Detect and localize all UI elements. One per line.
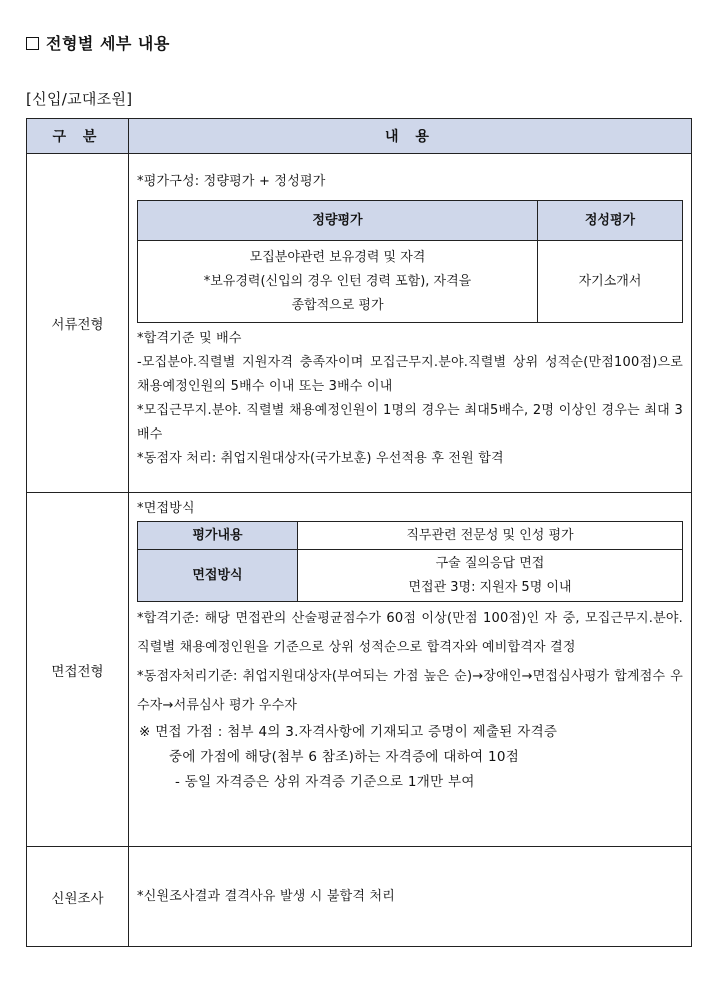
criteria-title: *합격기준 및 배수 (137, 331, 242, 346)
interview-method-label: 면접방식 (138, 550, 298, 602)
qual-eval-header: 정성평가 (538, 201, 683, 241)
interview-method-table (137, 521, 683, 602)
section-title (26, 31, 170, 54)
subtitle: [신입/교대조원] (26, 90, 133, 108)
header-content: 내 용 (129, 119, 692, 154)
quant-line-2: *보유경력(신입의 경우 인턴 경력 포함), 자격을 (203, 273, 472, 289)
interview-screening-row (27, 493, 692, 847)
interview-bonus-note (137, 720, 683, 795)
checkbox-square-icon (26, 37, 39, 50)
composition-text: *평가구성: 정량평가 + 정성평가 (137, 174, 326, 189)
document-screening-label: 서류전형 (27, 154, 129, 493)
interview-screening-content (129, 493, 692, 847)
background-check-text: *신원조사결과 결격사유 발생 시 불합격 처리 (137, 888, 396, 904)
background-check-label: 신원조사 (27, 847, 129, 947)
criteria-item-2: *모집근무지.분야. 직렬별 채용예정인원이 1명의 경우는 최대5배수, 2명 이상인 경우는 최대 3배수 (137, 403, 683, 442)
eval-content-value: 직무관련 전문성 및 인성 평가 (298, 522, 683, 550)
interview-method-value (298, 550, 683, 602)
document-screening-row (27, 154, 692, 493)
interview-method-title: *면접방식 (137, 501, 195, 516)
interview-screening-label: 면접전형 (27, 493, 129, 847)
interview-method-line-1: 구술 질의응답 면접 (435, 555, 545, 571)
criteria-item-3: *동점자 처리: 취업지원대상자(국가보훈) 우선적용 후 전원 합격 (137, 451, 504, 466)
background-check-row (27, 847, 692, 947)
table-header-row (27, 119, 692, 154)
interview-tie-criteria: *동점자처리기준: 취업지원대상자(부여되는 가점 높은 순)→장애인→면접심사평가 합계점수 우수자→서류심사 평가 우수자 (137, 669, 683, 713)
section-title-text: 전형별 세부 내용 (46, 34, 170, 53)
quant-line-1: 모집분야관련 보유경력 및 자격 (249, 249, 426, 265)
quant-eval-cell (138, 241, 538, 323)
criteria-item-1: -모집분야.직렬별 지원자격 충족자이며 모집근무지.분야.직렬별 상위 성적순(만점100점)으로 채용예정인원의 5배수 이내 또는 3배수 이내 (137, 355, 683, 394)
document-screening-content (129, 154, 692, 493)
eval-content-label: 평가내용 (138, 522, 298, 550)
qual-eval-cell: 자기소개서 (538, 241, 683, 323)
background-check-content (129, 847, 692, 947)
interview-pass-criteria: *합격기준: 해당 면접관의 산술평균점수가 60점 이상(만점 100점)인 자 중, 모집근무지.분야.직렬별 채용예정인원을 기준으로 상위 성적순으로 합격자와 예비합격자 결정 (137, 611, 683, 655)
header-category: 구 분 (27, 119, 129, 154)
bonus-note-line-2: 중에 가점에 해당(첨부 6 참조)하는 자격증에 대하여 10점 (169, 749, 520, 765)
evaluation-table (137, 200, 683, 323)
bonus-note-line-1: ※ 면접 가점 : 첨부 4의 3.자격사항에 기재되고 증명이 제출된 자격증 (139, 724, 558, 740)
quant-line-3: 종합적으로 평가 (291, 297, 384, 313)
bonus-note-line-3: - 동일 자격증은 상위 자격증 기준으로 1개만 부여 (175, 774, 475, 790)
selection-details-table (26, 118, 692, 947)
interview-method-line-2: 면접관 3명: 지원자 5명 이내 (408, 579, 572, 595)
quant-eval-header: 정량평가 (138, 201, 538, 241)
